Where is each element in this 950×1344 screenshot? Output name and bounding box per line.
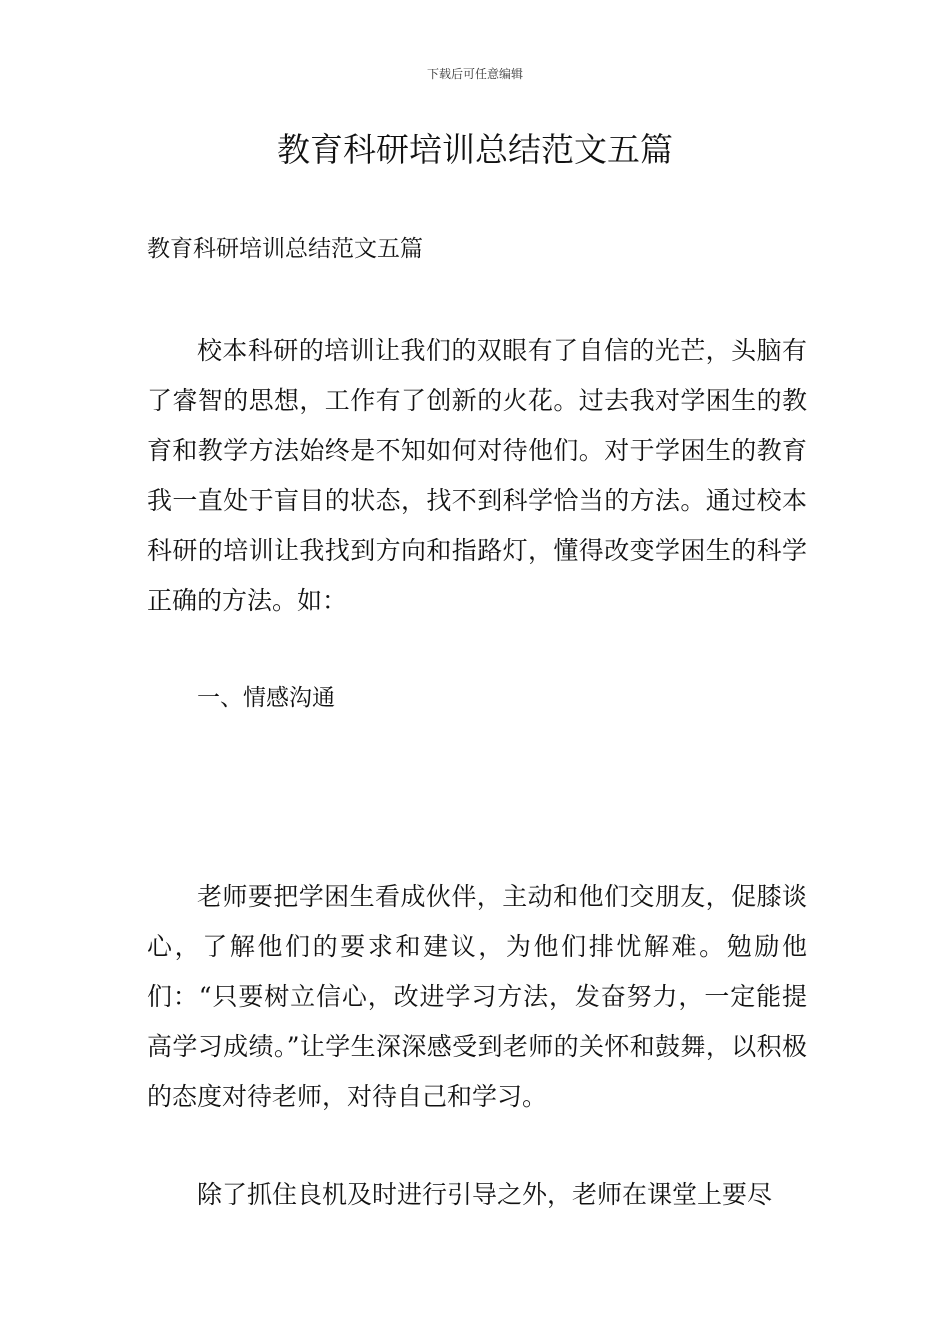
paragraph-intro: 校本科研的培训让我们的双眼有了自信的光芒，头脑有了睿智的思想，工作有了创新的火花。过去我对学困生的教育和教学方法始终是不知如何对待他们。对于学困生的教育我一直处于盲目的状态，找不到科学恰当的方法。通过校本科研的培训让我找到方向和指路灯，懂得改变学困生的科学正确的方法。如： bbox=[147, 336, 807, 615]
paragraph-emotional-communication: 老师要把学困生看成伙伴，主动和他们交朋友，促膝谈心，了解他们的要求和建议，为他们排忧解难。勉励他们：“只要树立信心，改进学习方法，发奋努力，一定能提高学习成绩。”让学生深深感受到老师的关怀和鼓舞，以积极的态度对待老师，对待自己和学习。 bbox=[147, 882, 807, 1111]
document-subtitle: 教育科研培训总结范文五篇 bbox=[147, 236, 423, 262]
document-title: 教育科研培训总结范文五篇 bbox=[277, 130, 673, 169]
section-heading: 一、情感沟通 bbox=[197, 685, 335, 711]
header-note: 下载后可任意编辑 bbox=[426, 67, 523, 81]
paragraph-continuation: 除了抓住良机及时进行引导之外，老师在课堂上要尽 bbox=[197, 1180, 773, 1209]
